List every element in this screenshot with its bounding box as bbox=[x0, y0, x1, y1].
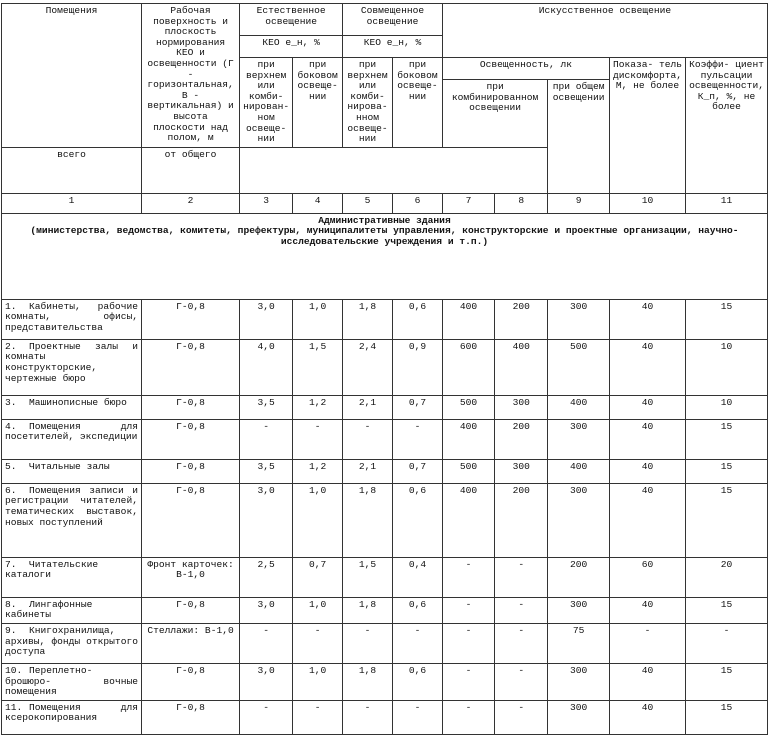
row-number: 8. bbox=[5, 598, 17, 610]
value-cell: 15 bbox=[686, 419, 768, 459]
table-row bbox=[2, 623, 768, 663]
value-cell: 10 bbox=[686, 395, 768, 419]
row-number: 10. bbox=[5, 664, 23, 676]
value-cell: 40 bbox=[609, 339, 685, 395]
room-name: Машинописные бюро bbox=[29, 396, 127, 408]
value-cell: 500 bbox=[442, 395, 494, 419]
value-cell: 400 bbox=[442, 419, 494, 459]
value-cell: - bbox=[495, 663, 548, 700]
value-cell: 3,5 bbox=[240, 459, 293, 483]
value-cell: - bbox=[495, 597, 548, 623]
value-cell: 40 bbox=[609, 395, 685, 419]
value-cell: 3,0 bbox=[240, 597, 293, 623]
row-number: 2. bbox=[5, 340, 17, 352]
value-cell: 3,0 bbox=[240, 483, 293, 557]
room-name-cell bbox=[2, 700, 142, 734]
value-cell: - bbox=[442, 557, 494, 597]
lighting-norms-table bbox=[1, 3, 768, 735]
table-row bbox=[2, 459, 768, 483]
value-cell: 0,7 bbox=[393, 395, 443, 419]
room-name: Читательские каталоги bbox=[5, 558, 99, 581]
room-name-cell bbox=[2, 663, 142, 700]
header-discomfort: Показа- тель дискомфорта, М, не более bbox=[609, 58, 685, 194]
value-cell: - bbox=[293, 419, 343, 459]
value-cell: 300 bbox=[495, 459, 548, 483]
work-surface-cell: Г-0,8 bbox=[141, 459, 239, 483]
value-cell: 0,9 bbox=[393, 339, 443, 395]
header-pulsation: Коэффи- циент пульсации освещенности, К_п, %, не более bbox=[686, 58, 768, 194]
value-cell: 40 bbox=[609, 700, 685, 734]
header-work-surface: Рабочая поверхность и плоскость нормирования КЕО и освещенности (Г - горизонтальная, В - вертикальная) и высота плоскости над полом, м bbox=[141, 4, 239, 148]
work-surface-cell: Г-0,8 bbox=[141, 700, 239, 734]
value-cell: 0,6 bbox=[393, 663, 443, 700]
value-cell: 0,6 bbox=[393, 597, 443, 623]
value-cell: 1,5 bbox=[293, 339, 343, 395]
value-cell: 0,6 bbox=[393, 299, 443, 339]
value-cell: 300 bbox=[548, 483, 610, 557]
table-row bbox=[2, 597, 768, 623]
row-number: 9. bbox=[5, 624, 17, 636]
column-number: 2 bbox=[141, 193, 239, 213]
work-surface-cell: Г-0,8 bbox=[141, 419, 239, 459]
work-surface-cell: Г-0,8 bbox=[141, 597, 239, 623]
room-name: Помещения записи и регистрации читателей, тематических выставок, новых поступлений bbox=[5, 484, 138, 528]
value-cell: 200 bbox=[495, 299, 548, 339]
value-cell: 0,4 bbox=[393, 557, 443, 597]
room-name-cell bbox=[2, 483, 142, 557]
value-cell: 1,0 bbox=[293, 483, 343, 557]
value-cell: 3,0 bbox=[240, 299, 293, 339]
table-row bbox=[2, 395, 768, 419]
value-cell: 300 bbox=[495, 395, 548, 419]
value-cell: 15 bbox=[686, 483, 768, 557]
room-name: Переплетно-брошюро- вочные помещения bbox=[5, 664, 138, 698]
table-row bbox=[2, 557, 768, 597]
value-cell: 300 bbox=[548, 700, 610, 734]
header-side-natural: при боковом освеще- нии bbox=[293, 58, 343, 148]
column-number: 7 bbox=[442, 193, 494, 213]
value-cell: - bbox=[442, 700, 494, 734]
value-cell: 300 bbox=[548, 419, 610, 459]
value-cell: 40 bbox=[609, 663, 685, 700]
value-cell: 40 bbox=[609, 419, 685, 459]
value-cell: - bbox=[240, 700, 293, 734]
value-cell: 2,1 bbox=[343, 459, 393, 483]
value-cell: 2,5 bbox=[240, 557, 293, 597]
value-cell: 1,8 bbox=[343, 597, 393, 623]
value-cell: 300 bbox=[548, 663, 610, 700]
value-cell: 400 bbox=[442, 299, 494, 339]
header-from-general: от общего bbox=[141, 147, 239, 193]
column-number: 1 bbox=[2, 193, 142, 213]
value-cell: 40 bbox=[609, 459, 685, 483]
header-artificial-lighting: Искусственное освещение bbox=[442, 4, 767, 58]
value-cell: 400 bbox=[495, 339, 548, 395]
header-top-combined: при верхнем или комби- нирова- нном освеще- нии bbox=[343, 58, 393, 148]
value-cell: - bbox=[293, 623, 343, 663]
value-cell: 15 bbox=[686, 663, 768, 700]
column-number: 4 bbox=[293, 193, 343, 213]
value-cell: - bbox=[240, 623, 293, 663]
header-top-natural: при верхнем или комби- нирован- ном освеще- нии bbox=[240, 58, 293, 148]
row-number: 11. bbox=[5, 701, 23, 713]
header-side-combined: при боковом освеще- нии bbox=[393, 58, 443, 148]
value-cell: 1,8 bbox=[343, 663, 393, 700]
value-cell: 60 bbox=[609, 557, 685, 597]
value-cell: 3,5 bbox=[240, 395, 293, 419]
value-cell: 1,0 bbox=[293, 663, 343, 700]
header-illuminance: Освещенность, лк bbox=[442, 58, 609, 80]
room-name-cell bbox=[2, 459, 142, 483]
value-cell: 0,6 bbox=[393, 483, 443, 557]
value-cell: 2,4 bbox=[343, 339, 393, 395]
table-row bbox=[2, 663, 768, 700]
value-cell: 20 bbox=[686, 557, 768, 597]
header-combined-lighting: Совмещенное освещение bbox=[343, 4, 443, 36]
row-number: 7. bbox=[5, 558, 17, 570]
value-cell: 400 bbox=[548, 459, 610, 483]
value-cell: 0,7 bbox=[393, 459, 443, 483]
row-number: 3. bbox=[5, 396, 17, 408]
table-row bbox=[2, 483, 768, 557]
work-surface-cell: Г-0,8 bbox=[141, 339, 239, 395]
value-cell: - bbox=[442, 623, 494, 663]
value-cell: - bbox=[293, 700, 343, 734]
value-cell: 10 bbox=[686, 339, 768, 395]
value-cell: 1,5 bbox=[343, 557, 393, 597]
work-surface-cell: Г-0,8 bbox=[141, 395, 239, 419]
work-surface-cell: Фронт карточек: В-1,0 bbox=[141, 557, 239, 597]
value-cell: - bbox=[442, 663, 494, 700]
value-cell: 500 bbox=[548, 339, 610, 395]
value-cell: - bbox=[495, 623, 548, 663]
work-surface-cell: Стеллажи: В-1,0 bbox=[141, 623, 239, 663]
table-row bbox=[2, 299, 768, 339]
column-number: 9 bbox=[548, 193, 610, 213]
header-rooms: Помещения bbox=[2, 4, 142, 148]
room-name: Кабинеты, рабочие комнаты, офисы, представительства bbox=[5, 300, 138, 333]
row-number: 6. bbox=[5, 484, 17, 496]
column-number: 6 bbox=[393, 193, 443, 213]
value-cell: 200 bbox=[495, 483, 548, 557]
table-row bbox=[2, 419, 768, 459]
room-name-cell bbox=[2, 299, 142, 339]
value-cell: 200 bbox=[548, 557, 610, 597]
value-cell: - bbox=[393, 623, 443, 663]
value-cell: 300 bbox=[548, 597, 610, 623]
value-cell: - bbox=[240, 419, 293, 459]
room-name: Читальные залы bbox=[29, 460, 110, 472]
value-cell: 40 bbox=[609, 299, 685, 339]
value-cell: 15 bbox=[686, 459, 768, 483]
header-keo-combined: КЕО е_н, % bbox=[343, 36, 443, 58]
header-keo-natural: КЕО е_н, % bbox=[240, 36, 343, 58]
value-cell: 1,0 bbox=[293, 597, 343, 623]
row-number: 5. bbox=[5, 460, 17, 472]
work-surface-cell: Г-0,8 bbox=[141, 663, 239, 700]
column-number: 8 bbox=[495, 193, 548, 213]
value-cell: - bbox=[393, 700, 443, 734]
table-row bbox=[2, 339, 768, 395]
value-cell: 200 bbox=[495, 419, 548, 459]
value-cell: 1,8 bbox=[343, 299, 393, 339]
value-cell: 300 bbox=[548, 299, 610, 339]
section-subtitle: (министерства, ведомства, комитеты, префектуры, муниципалитеты управления, конструкторские и проектные организации, научно-исследовательские учреждения и т.п.) bbox=[30, 225, 739, 247]
value-cell: 0,7 bbox=[293, 557, 343, 597]
column-number: 11 bbox=[686, 193, 768, 213]
work-surface-cell: Г-0,8 bbox=[141, 483, 239, 557]
room-name: Проектные залы и комнаты конструкторские, чертежные бюро bbox=[5, 340, 138, 384]
header-general-illuminance: при общем освещении bbox=[548, 80, 610, 194]
value-cell: 15 bbox=[686, 299, 768, 339]
column-number: 3 bbox=[240, 193, 293, 213]
row-number: 4. bbox=[5, 420, 17, 432]
header-combined-illuminance: при комбинированном освещении bbox=[442, 80, 547, 148]
value-cell: 600 bbox=[442, 339, 494, 395]
room-name-cell bbox=[2, 623, 142, 663]
value-cell: - bbox=[393, 419, 443, 459]
value-cell: 400 bbox=[442, 483, 494, 557]
room-name-cell bbox=[2, 597, 142, 623]
room-name: Книгохранилища, архивы, фонды открытого доступа bbox=[5, 624, 138, 658]
value-cell: 40 bbox=[609, 483, 685, 557]
room-name: Лингафонные кабинеты bbox=[5, 598, 93, 621]
section-heading bbox=[2, 213, 768, 299]
value-cell: 1,2 bbox=[293, 395, 343, 419]
header-natural-lighting: Естественное освещение bbox=[240, 4, 343, 36]
column-number: 10 bbox=[609, 193, 685, 213]
table-row bbox=[2, 700, 768, 734]
value-cell: 1,8 bbox=[343, 483, 393, 557]
room-name: Помещения для ксерокопирования bbox=[5, 701, 138, 724]
room-name: Помещения для посетителей, экспедиции bbox=[5, 420, 138, 443]
value-cell: 40 bbox=[609, 597, 685, 623]
room-name-cell bbox=[2, 395, 142, 419]
value-cell: - bbox=[609, 623, 685, 663]
value-cell: 500 bbox=[442, 459, 494, 483]
row-number: 1. bbox=[5, 300, 17, 312]
room-name-cell bbox=[2, 557, 142, 597]
value-cell: 1,2 bbox=[293, 459, 343, 483]
header-total: всего bbox=[2, 147, 142, 193]
value-cell: - bbox=[343, 419, 393, 459]
value-cell: 4,0 bbox=[240, 339, 293, 395]
value-cell: - bbox=[343, 623, 393, 663]
work-surface-cell: Г-0,8 bbox=[141, 299, 239, 339]
column-number: 5 bbox=[343, 193, 393, 213]
room-name-cell bbox=[2, 339, 142, 395]
value-cell: 15 bbox=[686, 700, 768, 734]
value-cell: 75 bbox=[548, 623, 610, 663]
value-cell: 1,0 bbox=[293, 299, 343, 339]
value-cell: - bbox=[495, 700, 548, 734]
value-cell: - bbox=[442, 597, 494, 623]
value-cell: - bbox=[686, 623, 768, 663]
value-cell: 400 bbox=[548, 395, 610, 419]
value-cell: 2,1 bbox=[343, 395, 393, 419]
value-cell: 15 bbox=[686, 597, 768, 623]
section-title: Административные здания bbox=[318, 214, 451, 226]
room-name-cell bbox=[2, 419, 142, 459]
value-cell: 3,0 bbox=[240, 663, 293, 700]
value-cell: - bbox=[343, 700, 393, 734]
value-cell: - bbox=[495, 557, 548, 597]
